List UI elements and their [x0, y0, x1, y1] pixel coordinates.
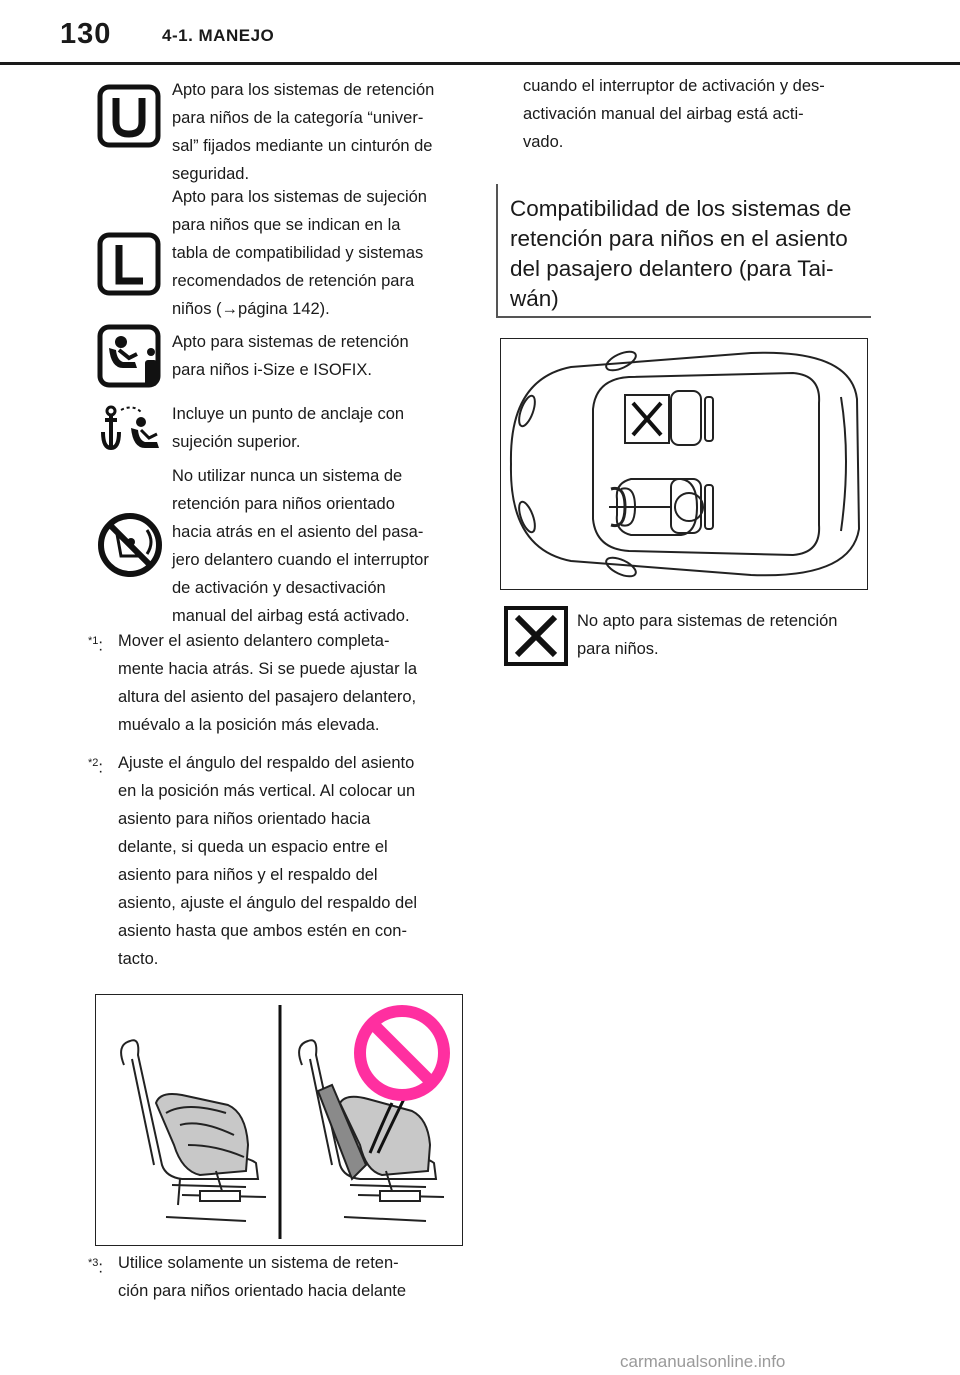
- right-continuation-text: cuando el interruptor de activación y des- activación manual del airbag está acti- vado.: [523, 77, 825, 151]
- section-title: 4-1. MANEJO: [162, 26, 275, 45]
- legend-text-l: Apto para los sistemas de sujeción para niños que se indican en la tabla de compatibilidad y sistemas recomendados de retención para niños (→página 142).: [172, 188, 427, 318]
- semi-universal-l-icon: [97, 232, 161, 296]
- section-heading-box: [496, 184, 871, 318]
- legend-text-prohibited: No utilizar nunca un sistema de retención para niños orientado hacia atrás en el asiento del pasa- jero delantero cuando el interruptor de activación y desactivación manual del airbag está activado.: [172, 467, 429, 625]
- note-mark-2: $^{*2}$:: [88, 757, 103, 777]
- legend-text-u: Apto para los sistemas de retención para niños de la categoría “univer- sal” fijados mediante un cinturón de seguridad.: [172, 81, 435, 183]
- note-text-2: Ajuste el ángulo del respaldo del asiento en la posición más vertical. Al colocar un asiento para niños orientado hacia delante, si queda un espacio entre el asiento para niños y el respaldo del asiento, ajuste el ángulo del respaldo del asiento hasta que ambos estén en con- tacto.: [118, 754, 418, 968]
- note-text-3: Utilice solamente un sistema de reten- ción para niños orientado hacia delante: [118, 1254, 407, 1300]
- seat-drawing: [96, 995, 462, 1245]
- header-rule: [0, 62, 960, 65]
- legend-text-tether: Incluye un punto de anclaje con sujeción superior.: [172, 405, 405, 451]
- note-mark-1: $^{*1}$:: [88, 635, 103, 655]
- car-seat-diagram: [500, 338, 868, 590]
- x-legend-text: No apto para sistemas de retención para niños.: [577, 612, 838, 658]
- legend-text-isize: Apto para sistemas de retención para niños i-Size e ISOFIX.: [172, 333, 409, 379]
- prohibited-rear-facing-icon: [97, 512, 163, 578]
- section-heading: Compatibilidad de los sistemas de retención para niños en el asiento del pasajero delantero (para Tai- wán): [510, 196, 852, 311]
- not-suitable-x-icon: [503, 605, 569, 667]
- isize-isofix-icon: [97, 324, 163, 390]
- page-number: 130: [60, 18, 112, 50]
- car-top-view: [501, 339, 867, 589]
- watermark: carmanualsonline.info: [620, 1352, 786, 1371]
- note-mark-3: $^{*3}$:: [88, 1257, 103, 1277]
- universal-u-icon: [97, 84, 161, 148]
- top-tether-anchor-icon: [97, 402, 163, 458]
- seat-illustration: [95, 994, 463, 1246]
- note-text-1: Mover el asiento delantero completa- mente hacia atrás. Si se puede ajustar la altura del asiento del pasajero delantero, muévalo a la posición más elevada.: [118, 632, 418, 734]
